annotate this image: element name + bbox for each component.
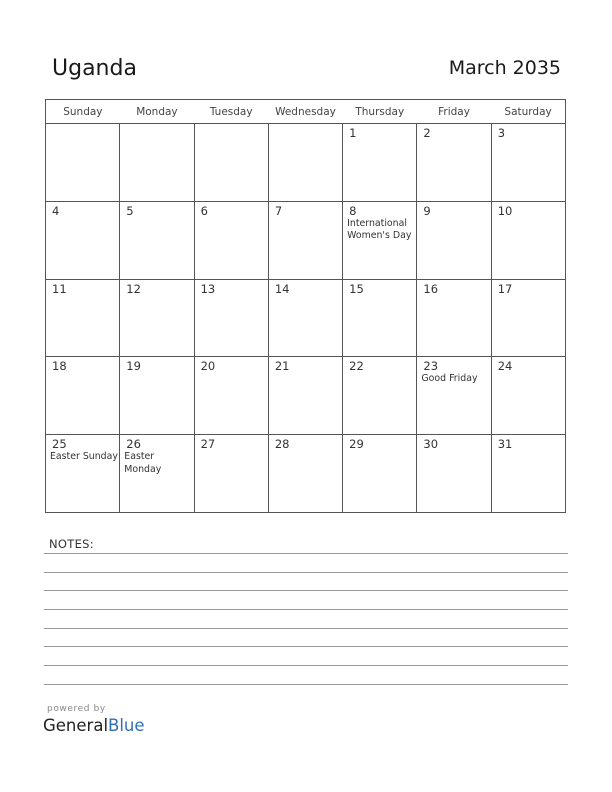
day-number: 16	[423, 281, 439, 296]
day-number: 29	[349, 437, 364, 452]
holiday-label: International Women's Day	[347, 217, 412, 242]
brand-blue: Blue	[108, 716, 145, 735]
calendar-day-cell	[491, 357, 565, 435]
day-number: 25	[52, 437, 67, 452]
note-line	[44, 553, 568, 554]
day-number: 10	[497, 203, 513, 218]
day-number: 24	[497, 359, 513, 374]
calendar-day-cell	[491, 279, 565, 357]
day-number: 17	[497, 281, 513, 296]
calendar-day-cell	[343, 124, 417, 202]
calendar-month-title: March 2035	[448, 57, 561, 79]
notes-label: NOTES:	[49, 537, 94, 551]
day-number: 21	[274, 359, 290, 374]
note-line	[44, 572, 568, 573]
calendar-week-row	[46, 435, 566, 513]
day-number: 19	[126, 359, 141, 374]
day-number: 27	[200, 437, 216, 452]
day-number: 28	[274, 437, 290, 452]
weekday-sunday: Sunday	[46, 100, 120, 124]
generalblue-logo[interactable]	[43, 716, 145, 735]
holiday-label: Easter Monday	[124, 451, 162, 475]
day-number: 26	[126, 437, 141, 452]
powered-by-text: powered by	[47, 704, 106, 714]
weekday-monday: Monday	[120, 100, 194, 124]
calendar-day-cell	[120, 201, 194, 279]
day-number: 13	[200, 281, 216, 296]
holiday-label: Good Friday	[421, 373, 478, 385]
note-line	[44, 665, 568, 666]
calendar-grid	[45, 99, 566, 513]
weekday-header-row	[46, 100, 566, 124]
calendar-day-cell	[343, 357, 417, 435]
calendar-day-cell	[268, 124, 342, 202]
calendar-day-cell	[491, 201, 565, 279]
calendar-day-cell	[194, 124, 268, 202]
calendar-day-cell	[417, 201, 491, 279]
note-line	[44, 609, 568, 610]
calendar-week-row	[46, 124, 566, 202]
calendar-day-cell	[120, 357, 194, 435]
calendar-day-cell	[194, 201, 268, 279]
calendar-day-cell	[268, 435, 342, 513]
calendar-day-cell	[194, 279, 268, 357]
weekday-saturday: Saturday	[491, 100, 565, 124]
day-number: 9	[423, 203, 431, 218]
calendar-day-cell	[268, 357, 342, 435]
calendar-day-cell	[417, 279, 491, 357]
calendar-day-cell	[417, 357, 491, 435]
calendar-day-cell	[343, 279, 417, 357]
note-line	[44, 684, 568, 685]
day-number: 31	[497, 437, 513, 452]
day-number: 2	[423, 126, 431, 140]
day-number: 6	[200, 203, 208, 218]
calendar-day-cell	[46, 124, 120, 202]
day-number: 12	[126, 281, 141, 296]
calendar-week-row	[46, 279, 566, 357]
calendar-day-cell	[46, 201, 120, 279]
day-number: 15	[349, 281, 364, 296]
weekday-wednesday: Wednesday	[268, 100, 342, 124]
day-number: 20	[200, 359, 216, 374]
note-line	[44, 590, 568, 591]
calendar-day-cell	[120, 279, 194, 357]
calendar-day-cell	[268, 201, 342, 279]
brand-general: General	[43, 716, 109, 735]
weekday-thursday: Thursday	[343, 100, 417, 124]
calendar-week-row	[46, 357, 566, 435]
calendar-day-cell	[268, 279, 342, 357]
calendar-day-cell	[491, 124, 565, 202]
calendar-day-cell	[194, 357, 268, 435]
calendar-day-cell	[46, 357, 120, 435]
day-number: 7	[274, 203, 283, 218]
calendar-day-cell	[120, 435, 194, 513]
calendar-day-cell	[343, 435, 417, 513]
calendar-day-cell	[120, 124, 194, 202]
note-line	[44, 646, 568, 647]
weekday-tuesday: Tuesday	[194, 100, 268, 124]
day-number: 11	[52, 281, 67, 296]
note-line	[44, 628, 568, 629]
holiday-label: Easter Sunday	[50, 451, 118, 463]
weekday-friday: Friday	[417, 100, 491, 124]
calendar-day-cell	[417, 435, 491, 513]
day-number: 3	[497, 126, 506, 140]
calendar-day-cell	[46, 435, 120, 513]
day-number: 5	[126, 203, 134, 218]
calendar-day-cell	[417, 124, 491, 202]
day-number: 23	[423, 359, 439, 374]
calendar-day-cell	[491, 435, 565, 513]
calendar-week-row	[46, 201, 566, 279]
day-number: 4	[52, 203, 60, 218]
day-number: 22	[349, 359, 364, 374]
day-number: 1	[349, 126, 357, 140]
calendar-day-cell	[343, 201, 417, 279]
day-number: 14	[274, 281, 290, 296]
calendar-country-title: Uganda	[52, 56, 137, 81]
day-number: 18	[52, 359, 67, 374]
calendar-day-cell	[46, 279, 120, 357]
calendar-day-cell	[194, 435, 268, 513]
day-number: 30	[423, 437, 439, 452]
day-number: 8	[349, 203, 357, 218]
